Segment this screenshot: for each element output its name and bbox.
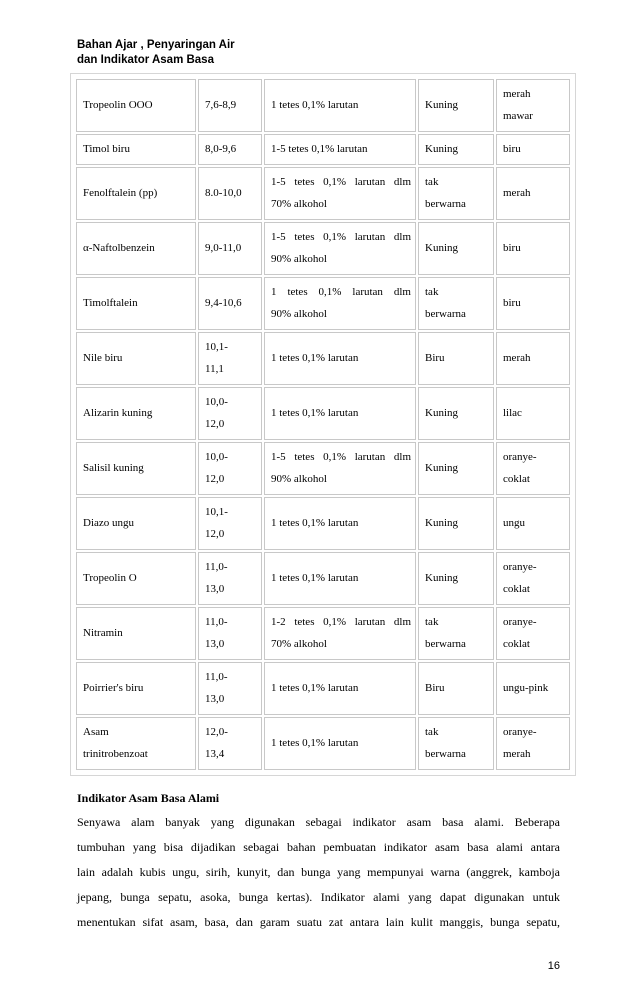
ph-range-cell: [198, 387, 262, 440]
cell-text-line: tak: [425, 286, 439, 298]
indicator-name-cell: [76, 79, 196, 132]
cell-text-line: 1 tetes 0,1% larutan: [271, 572, 359, 584]
cell-text-line: ungu-pink: [503, 682, 549, 694]
indicator-name-cell: [76, 662, 196, 715]
indicator-name-cell: [76, 717, 196, 770]
base-color-cell: [496, 387, 570, 440]
cell-text-line: oranye-: [503, 726, 537, 738]
cell-text-line: Poirrier's biru: [83, 682, 144, 694]
table-row: [76, 552, 570, 605]
base-color-cell: [496, 717, 570, 770]
base-color-cell: [496, 134, 570, 165]
cell-text-line: 1 tetes 0,1% larutan: [271, 682, 359, 694]
table-row: [76, 222, 570, 275]
cell-text-line: 1-5 tetes 0,1% larutan dlm: [271, 231, 411, 243]
cell-text-line: Kuning: [425, 242, 458, 254]
cell-text-line: 70% alkohol: [271, 198, 327, 210]
ph-range-cell: [198, 607, 262, 660]
indicator-name-cell: [76, 607, 196, 660]
cell-text-line: 12,0: [205, 528, 225, 540]
cell-text-line: 7,6-8,9: [205, 99, 237, 111]
base-color-cell: [496, 79, 570, 132]
indicator-name-cell: [76, 387, 196, 440]
base-color-cell: [496, 662, 570, 715]
cell-text-line: 11,0-: [205, 616, 228, 628]
cell-text-line: 9,0-11,0: [205, 242, 242, 254]
cell-text-line: Asam: [83, 726, 109, 738]
table-row: [76, 79, 570, 132]
cell-text-line: 1 tetes 0,1% larutan: [271, 737, 359, 749]
cell-text-line: coklat: [503, 583, 530, 595]
cell-text-line: 10,0-: [205, 396, 228, 408]
ph-range-cell: [198, 662, 262, 715]
cell-text-line: tak: [425, 176, 439, 188]
cell-text-line: Diazo ungu: [83, 517, 135, 529]
ph-range-cell: [198, 79, 262, 132]
ph-range-cell: [198, 717, 262, 770]
indicator-name-cell: [76, 497, 196, 550]
base-color-cell: [496, 277, 570, 330]
solution-cell: [264, 332, 416, 385]
table-row: [76, 717, 570, 770]
section-paragraph: [77, 810, 560, 935]
cell-text-line: 13,4: [205, 748, 225, 760]
cell-text-line: Kuning: [425, 517, 458, 529]
cell-text-line: 12,0: [205, 418, 225, 430]
base-color-cell: [496, 497, 570, 550]
cell-text-line: tak: [425, 726, 439, 738]
cell-text-line: oranye-: [503, 451, 537, 463]
cell-text-line: 1-2 tetes 0,1% larutan dlm: [271, 616, 411, 628]
paragraph-line: tumbuhan yang bisa dijadikan sebagai bahan pembuatan indikator asam basa alami antara: [77, 840, 560, 854]
cell-text-line: coklat: [503, 638, 530, 650]
acid-color-cell: [418, 167, 494, 220]
cell-text-line: 1 tetes 0,1% larutan: [271, 99, 359, 111]
table-row: [76, 607, 570, 660]
cell-text-line: biru: [503, 242, 521, 254]
ph-range-cell: [198, 552, 262, 605]
cell-text-line: merah: [503, 187, 531, 199]
header-line-2: dan Indikator Asam Basa: [77, 54, 214, 66]
acid-color-cell: [418, 497, 494, 550]
ph-range-cell: [198, 134, 262, 165]
paragraph-line: menentukan sifat asam, basa, dan garam suatu zat antara lain kulit manggis, bunga sepatu,: [77, 915, 560, 929]
acid-color-cell: [418, 277, 494, 330]
cell-text-line: 12,0-: [205, 726, 228, 738]
indicator-table-container: [70, 73, 576, 776]
cell-text-line: α-Naftolbenzein: [83, 242, 155, 254]
page-number: 16: [547, 960, 560, 972]
cell-text-line: merah: [503, 352, 531, 364]
cell-text-line: 8,0-9,6: [205, 143, 237, 155]
acid-color-cell: [418, 79, 494, 132]
cell-text-line: coklat: [503, 473, 530, 485]
cell-text-line: berwarna: [425, 748, 466, 760]
cell-text-line: oranye-: [503, 616, 537, 628]
cell-text-line: Salisil kuning: [83, 462, 144, 474]
indicator-name-cell: [76, 277, 196, 330]
indicator-name-cell: [76, 552, 196, 605]
cell-text-line: merah: [503, 748, 531, 760]
cell-text-line: 11,0-: [205, 561, 228, 573]
cell-text-line: 1 tetes 0,1% larutan dlm: [271, 286, 411, 298]
cell-text-line: 9,4-10,6: [205, 297, 242, 309]
cell-text-line: tak: [425, 616, 439, 628]
cell-text-line: Kuning: [425, 572, 458, 584]
base-color-cell: [496, 552, 570, 605]
solution-cell: [264, 277, 416, 330]
acid-color-cell: [418, 662, 494, 715]
indicator-name-cell: [76, 442, 196, 495]
table-row: [76, 387, 570, 440]
cell-text-line: biru: [503, 297, 521, 309]
cell-text-line: biru: [503, 143, 521, 155]
cell-text-line: trinitrobenzoat: [83, 748, 148, 760]
ph-range-cell: [198, 442, 262, 495]
solution-cell: [264, 717, 416, 770]
solution-cell: [264, 387, 416, 440]
table-row: [76, 134, 570, 165]
cell-text-line: Fenolftalein (pp): [83, 187, 158, 199]
cell-text-line: Kuning: [425, 99, 458, 111]
cell-text-line: Tropeolin O: [83, 572, 137, 584]
cell-text-line: 13,0: [205, 693, 225, 705]
cell-text-line: merah: [503, 88, 531, 100]
cell-text-line: berwarna: [425, 638, 466, 650]
acid-color-cell: [418, 717, 494, 770]
table-row: [76, 442, 570, 495]
cell-text-line: Biru: [425, 352, 445, 364]
solution-cell: [264, 552, 416, 605]
cell-text-line: 13,0: [205, 583, 225, 595]
base-color-cell: [496, 222, 570, 275]
cell-text-line: 12,0: [205, 473, 225, 485]
cell-text-line: 1 tetes 0,1% larutan: [271, 517, 359, 529]
solution-cell: [264, 222, 416, 275]
cell-text-line: Kuning: [425, 462, 458, 474]
page-header: [77, 38, 235, 68]
indicator-name-cell: [76, 167, 196, 220]
cell-text-line: 1 tetes 0,1% larutan: [271, 407, 359, 419]
ph-range-cell: [198, 222, 262, 275]
paragraph-line: lain adalah kubis ungu, sirih, kunyit, dan bunga yang mempunyai warna (anggrek, kamboja: [77, 865, 560, 879]
cell-text-line: 10,1-: [205, 506, 228, 518]
cell-text-line: 8.0-10,0: [205, 187, 242, 199]
cell-text-line: Timolftalein: [83, 297, 138, 309]
cell-text-line: 90% alkohol: [271, 253, 327, 265]
solution-cell: [264, 497, 416, 550]
acid-color-cell: [418, 607, 494, 660]
ph-range-cell: [198, 497, 262, 550]
cell-text-line: Biru: [425, 682, 445, 694]
acid-color-cell: [418, 442, 494, 495]
cell-text-line: Alizarin kuning: [83, 407, 153, 419]
solution-cell: [264, 607, 416, 660]
cell-text-line: 10,0-: [205, 451, 228, 463]
cell-text-line: 13,0: [205, 638, 225, 650]
indicator-name-cell: [76, 222, 196, 275]
cell-text-line: Kuning: [425, 143, 458, 155]
section-title: Indikator Asam Basa Alami: [77, 791, 220, 805]
ph-range-cell: [198, 332, 262, 385]
cell-text-line: 10,1-: [205, 341, 228, 353]
indicator-table-body: [76, 79, 570, 770]
cell-text-line: Nile biru: [83, 352, 123, 364]
ph-range-cell: [198, 277, 262, 330]
indicator-name-cell: [76, 332, 196, 385]
cell-text-line: oranye-: [503, 561, 537, 573]
solution-cell: [264, 79, 416, 132]
indicator-table: [74, 77, 572, 772]
table-row: [76, 277, 570, 330]
paragraph-line: jepang, bunga sepatu, asoka, bunga kertas). Indikator alami yang dapat digunakan untuk: [77, 890, 560, 904]
cell-text-line: 70% alkohol: [271, 638, 327, 650]
cell-text-line: mawar: [503, 110, 533, 122]
cell-text-line: Tropeolin OOO: [83, 99, 153, 111]
table-row: [76, 167, 570, 220]
cell-text-line: 1-5 tetes 0,1% larutan dlm: [271, 176, 411, 188]
cell-text-line: 11,0-: [205, 671, 228, 683]
cell-text-line: Kuning: [425, 407, 458, 419]
acid-color-cell: [418, 134, 494, 165]
table-row: [76, 662, 570, 715]
acid-color-cell: [418, 387, 494, 440]
base-color-cell: [496, 167, 570, 220]
indicator-name-cell: [76, 134, 196, 165]
solution-cell: [264, 167, 416, 220]
ph-range-cell: [198, 167, 262, 220]
header-line-1: Bahan Ajar , Penyaringan Air: [77, 39, 235, 51]
cell-text-line: ungu: [503, 517, 525, 529]
cell-text-line: 1 tetes 0,1% larutan: [271, 352, 359, 364]
cell-text-line: Nitramin: [83, 627, 123, 639]
solution-cell: [264, 442, 416, 495]
cell-text-line: 90% alkohol: [271, 473, 327, 485]
acid-color-cell: [418, 552, 494, 605]
table-row: [76, 332, 570, 385]
cell-text-line: berwarna: [425, 308, 466, 320]
cell-text-line: lilac: [503, 407, 522, 419]
solution-cell: [264, 134, 416, 165]
cell-text-line: 11,1: [205, 363, 224, 375]
cell-text-line: 1-5 tetes 0,1% larutan: [271, 143, 368, 155]
base-color-cell: [496, 442, 570, 495]
cell-text-line: Timol biru: [83, 143, 130, 155]
paragraph-line: Senyawa alam banyak yang digunakan sebagai indikator asam basa alami. Beberapa: [77, 815, 560, 829]
cell-text-line: 90% alkohol: [271, 308, 327, 320]
acid-color-cell: [418, 222, 494, 275]
base-color-cell: [496, 332, 570, 385]
table-row: [76, 497, 570, 550]
cell-text-line: 1-5 tetes 0,1% larutan dlm: [271, 451, 411, 463]
base-color-cell: [496, 607, 570, 660]
acid-color-cell: [418, 332, 494, 385]
cell-text-line: berwarna: [425, 198, 466, 210]
solution-cell: [264, 662, 416, 715]
